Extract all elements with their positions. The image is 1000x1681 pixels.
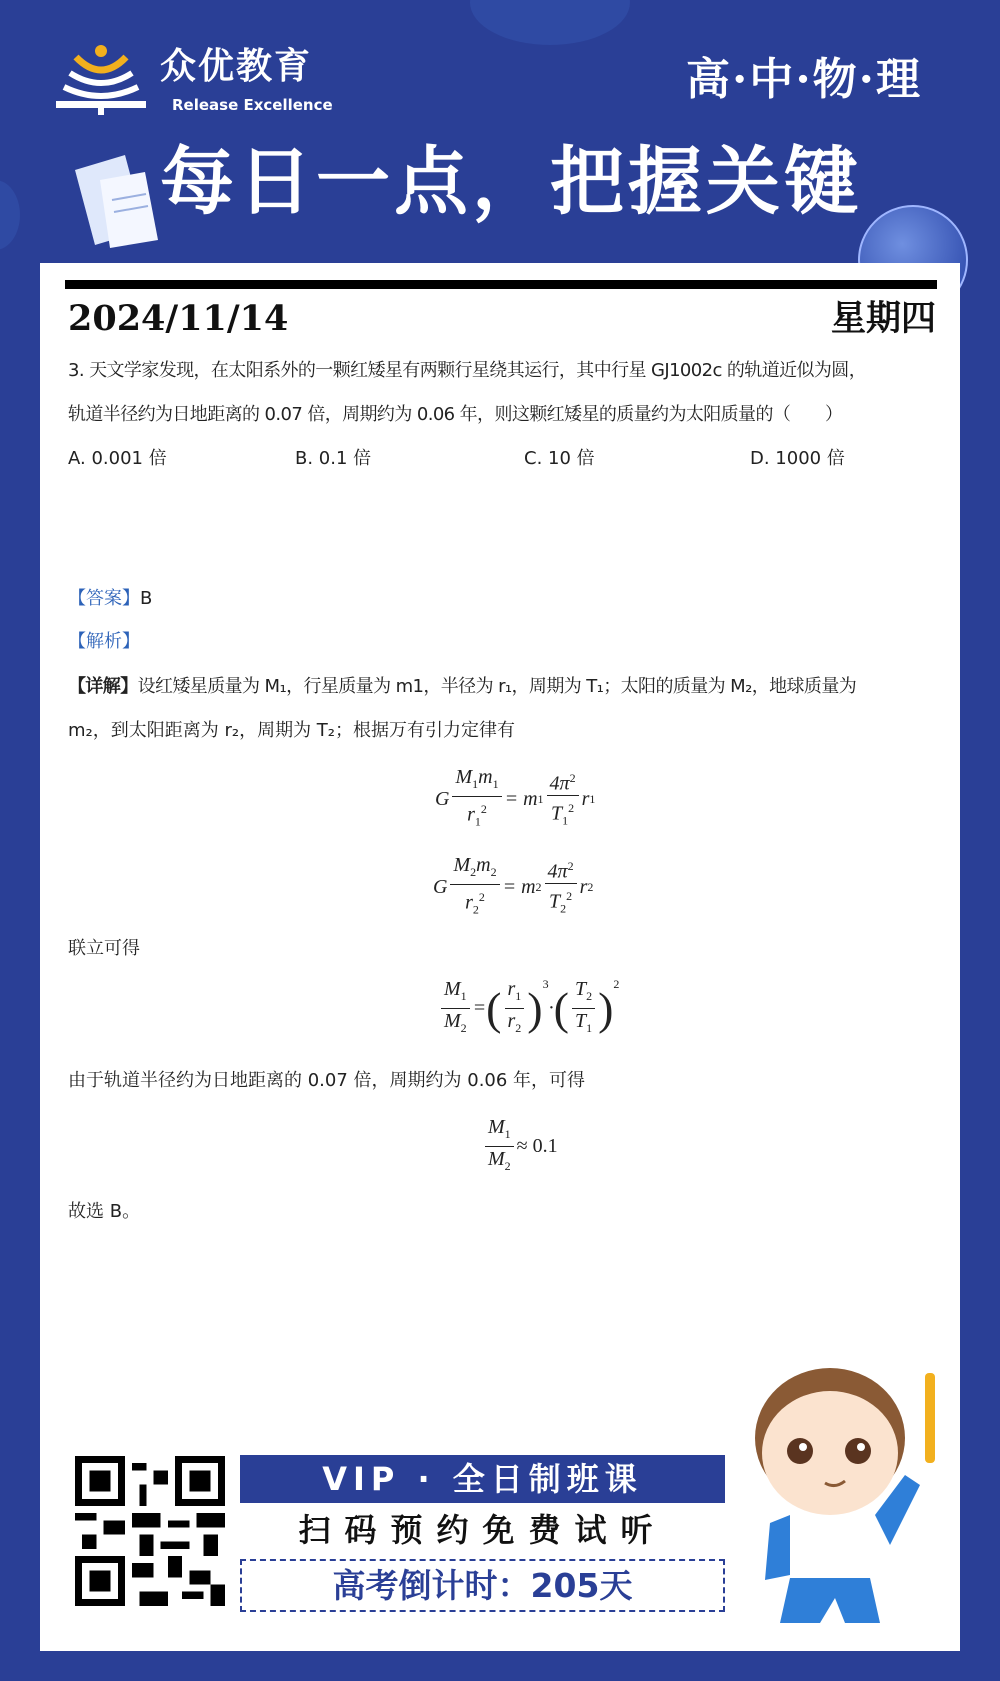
date: 2024/11/14	[68, 298, 289, 339]
question-line-1: 3. 天文学家发现，在太阳系外的一颗红矮星有两颗行星绕其运行，其中行星 GJ1002c 的轨道近似为圆，	[68, 360, 867, 381]
detail-line-2: m₂，到太阳距离为 r₂，周期为 T₂；根据万有引力定律有	[68, 720, 516, 741]
document-icon	[70, 150, 160, 250]
qr-code-icon[interactable]	[75, 1456, 225, 1606]
divider-bar	[65, 280, 937, 289]
vip-course-banner: VIP · 全日制班课	[240, 1455, 725, 1503]
detail-line-1	[68, 675, 856, 699]
option-a: A. 0.001 倍	[68, 448, 167, 469]
countdown-days: 205	[530, 1566, 600, 1605]
weekday: 星期四	[830, 298, 936, 339]
option-c: C. 10 倍	[524, 448, 595, 469]
countdown-unit: 天	[599, 1566, 633, 1605]
slogan-banner: 每日一点，把握关键	[160, 139, 862, 225]
content-card	[40, 263, 960, 1651]
brand-tagline: Release Excellence	[172, 96, 333, 114]
exam-countdown	[240, 1559, 725, 1612]
subject-title: 高·中·物·理	[686, 54, 922, 105]
answer-value: B	[140, 588, 153, 609]
scan-trial-text: 扫码预约免费试听	[298, 1511, 667, 1549]
detail-text: 设红矮星质量为 M₁，行星质量为 m1，半径为 r₁，周期为 T₁；太阳的质量为 M₂，地球质量为	[137, 676, 857, 697]
brand-logo-icon	[56, 43, 146, 115]
answer-label: 【答案】	[68, 588, 140, 609]
option-b: B. 0.1 倍	[295, 448, 372, 469]
combine-text: 联立可得	[68, 938, 140, 959]
detail-label: 【详解】	[68, 676, 138, 697]
countdown-label: 高考倒计时：	[332, 1566, 531, 1605]
analysis-label: 【解析】	[68, 631, 140, 652]
option-d: D. 1000 倍	[750, 448, 845, 469]
equation-3: $\frac{M_1}{M_2}$ = ( $\frac{r_1}{r_2}$ ) $^3$ · ( $\frac{T_2}{T_1}$ ) $^2$	[438, 977, 619, 1040]
mascot-illustration	[740, 1343, 950, 1643]
question-line-2: 轨道半径约为日地距离的 0.07 倍，周期约为 0.06 年，则这颗红矮星的质量约为太阳质量的（ ）	[68, 404, 843, 425]
given-text: 由于轨道半径约为日地距离的 0.07 倍，周期约为 0.06 年，可得	[68, 1070, 586, 1091]
decorative-circle	[470, 0, 630, 45]
equation-2: G $\frac{M_2m_2}{r_2^2}$ = m 2 $\frac{4\pi^2}{T_2^2}$ r 2	[433, 854, 594, 917]
equation-1: G $\frac{M_1m_1}{r_1^2}$ = m 1 $\frac{4\pi^2}{T_1^2}$ r 1	[435, 766, 596, 829]
equation-4: $\frac{M_1}{M_2}$ ≈ 0.1	[482, 1115, 558, 1178]
answer-line	[68, 587, 152, 611]
conclusion-text: 故选 B。	[68, 1201, 141, 1222]
decorative-circle	[0, 180, 20, 250]
approx-value: ≈ 0.1	[516, 1135, 558, 1157]
brand-name: 众优教育	[160, 46, 313, 87]
